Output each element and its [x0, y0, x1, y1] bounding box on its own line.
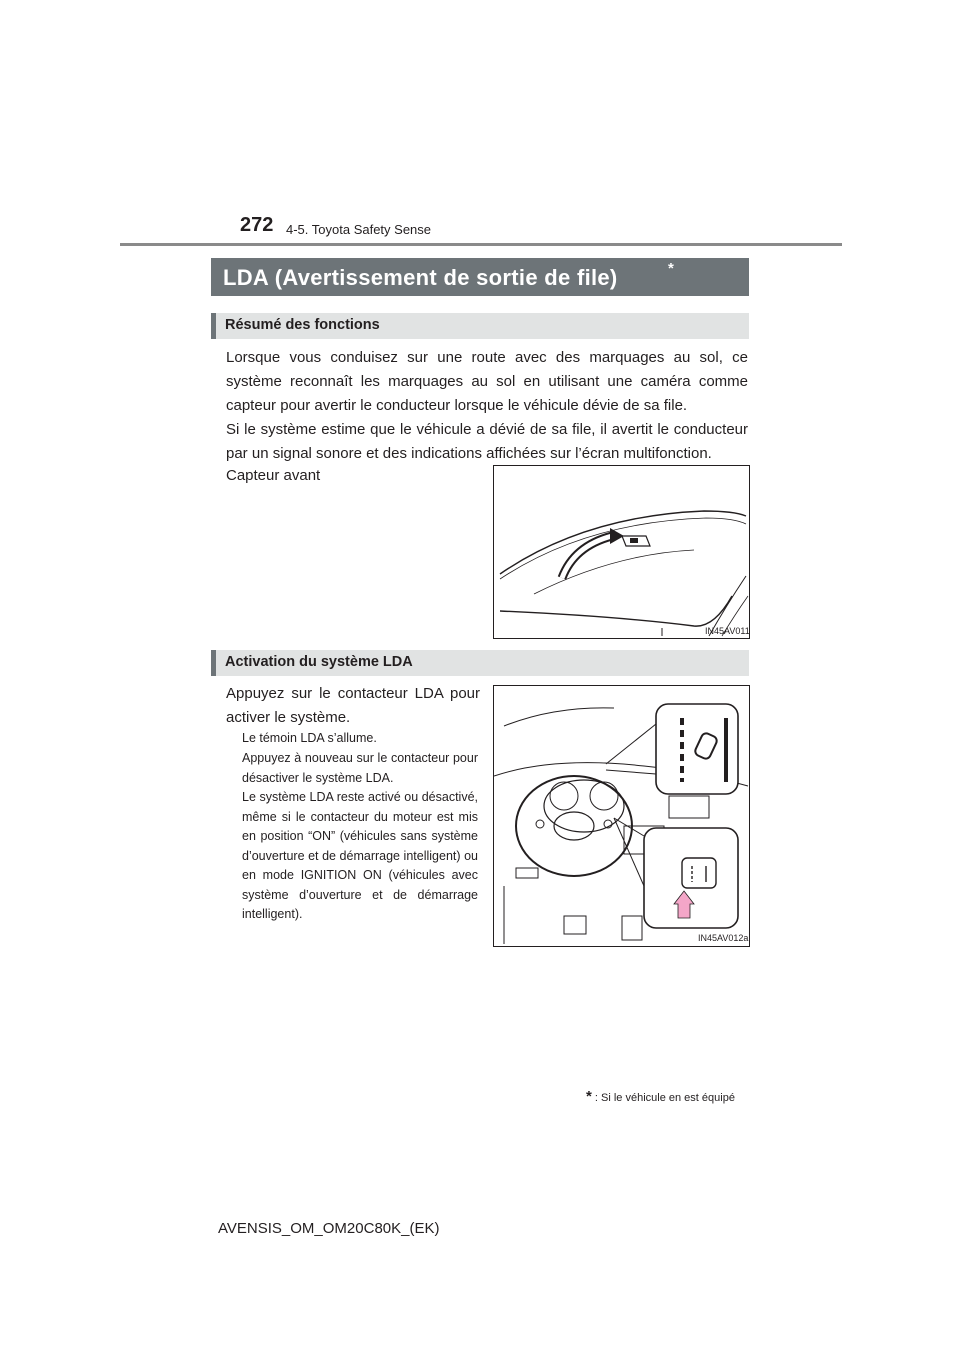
note-deactivate: Appuyez à nouveau sur le contacteur pour désactiver le système LDA. — [242, 751, 478, 785]
section-heading-summary — [211, 313, 749, 339]
summary-paragraph-2: Si le système estime que le véhicule a dévié de sa file, il avertit le conducteur par un signal sonore et des indications affichées sur l’écran multifonction. — [226, 421, 748, 462]
note-lda-indicator: Le témoin LDA s’allume. — [242, 731, 377, 745]
note-remains-active: Le système LDA reste activé ou désactivé, même si le contacteur du moteur est mis en position “ON” (véhicules sans système d’ouverture et de démarrage intelligent) ou en mode IGNITION ON (véhicules avec système d’ouverture et de démarrage intelligent). — [242, 790, 478, 921]
equipment-footnote — [586, 1088, 735, 1105]
heading-marker — [211, 650, 216, 676]
front-sensor-figure — [493, 465, 750, 639]
document-code: AVENSIS_OM_OM20C80K_(EK) — [218, 1220, 440, 1237]
footnote-text: : Si le véhicule en est équipé — [594, 1092, 735, 1104]
summary-paragraph-1: Lorsque vous conduisez sur une route avec des marquages au sol, ce système reconnaît les marquages au sol en utilisant une caméra comme capteur pour avertir le conducteur lorsque le véhicule dévie de sa file. — [226, 349, 748, 414]
section-heading-activation — [211, 650, 749, 676]
figure-code: IN45AV011 — [705, 626, 750, 636]
front-sensor-illustration — [494, 466, 749, 638]
header-rule — [120, 243, 842, 246]
page-number: 272 — [240, 214, 274, 236]
footnote-asterisk: * — [586, 1088, 592, 1105]
page-title: LDA (Avertissement de sortie de file) — [223, 265, 618, 290]
section-label: 4-5. Toyota Safety Sense — [286, 222, 432, 237]
lda-switch-figure — [493, 685, 750, 947]
activation-paragraph: Appuyez sur le contacteur LDA pour activer le système. — [226, 685, 480, 726]
title-bar — [211, 258, 749, 296]
equipment-asterisk: * — [668, 260, 674, 277]
dashboard-illustration — [494, 686, 749, 946]
figure-code: IN45AV012a — [698, 933, 749, 943]
section-heading-label: Activation du système LDA — [225, 654, 413, 670]
section-heading-label: Résumé des fonctions — [225, 317, 380, 333]
figure-caption: Capteur avant — [226, 467, 321, 484]
heading-marker — [211, 313, 216, 339]
